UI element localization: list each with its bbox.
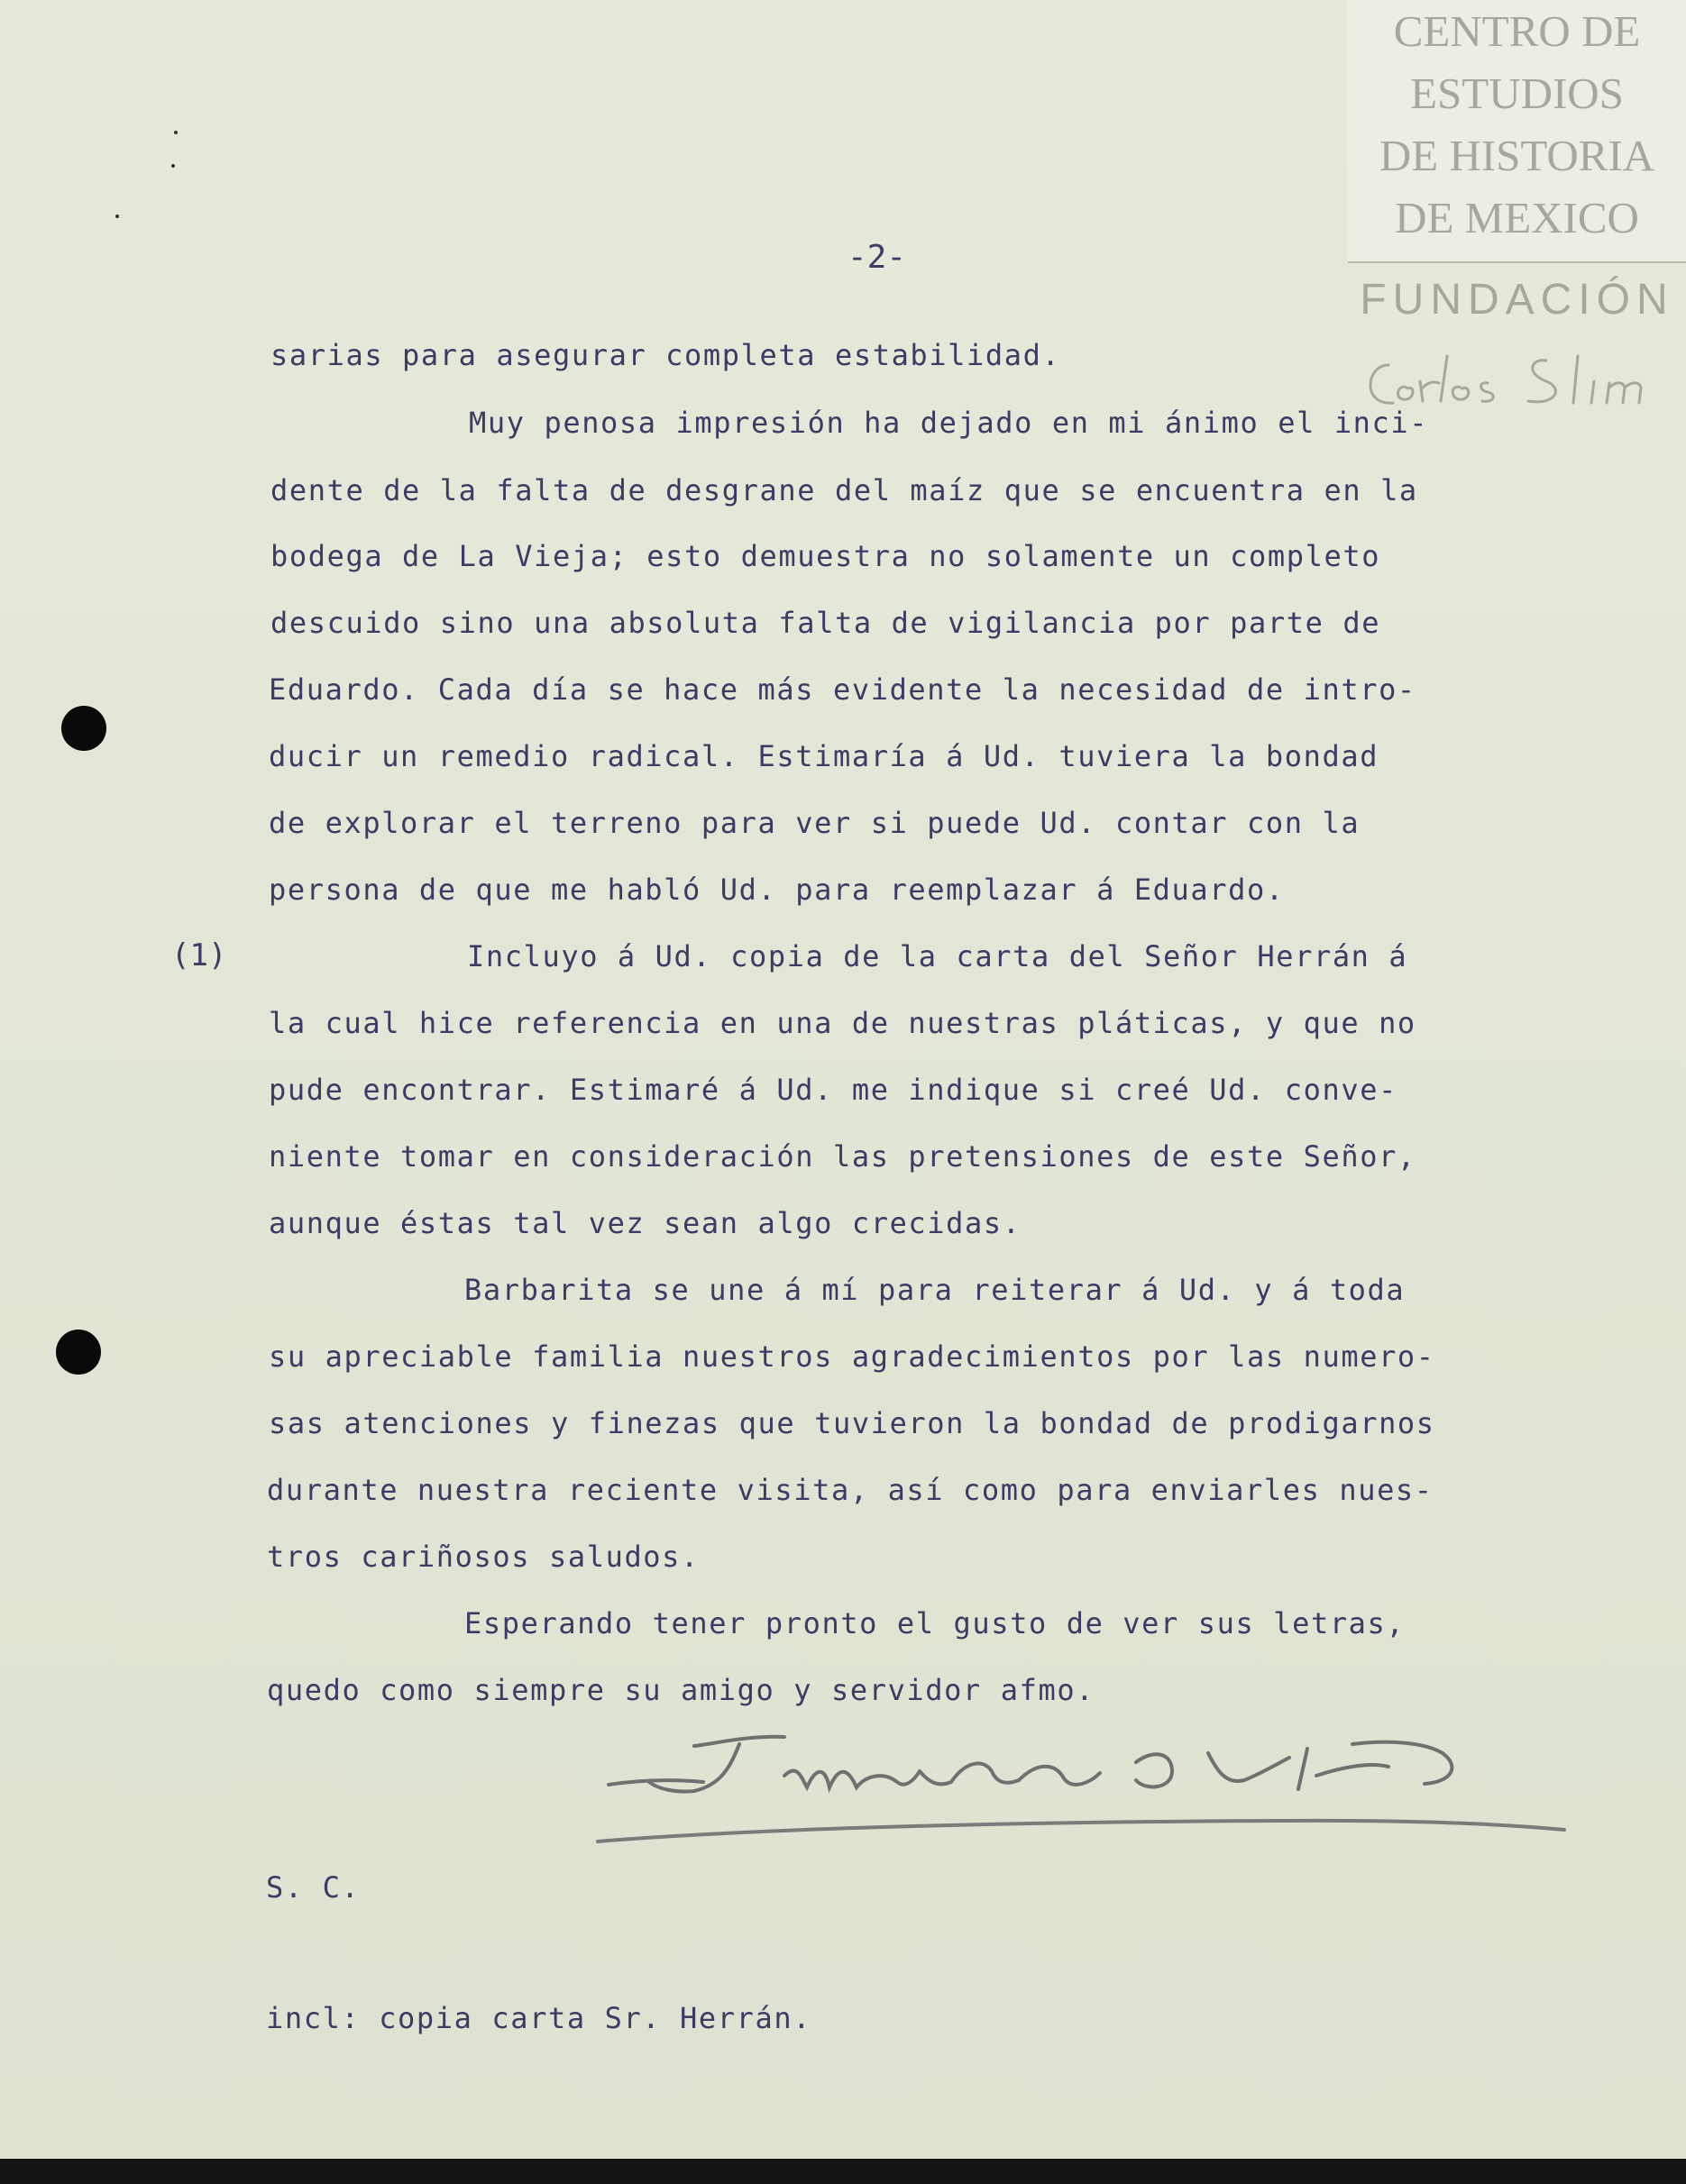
fundacion-label: FUNDACIÓN: [1360, 276, 1674, 324]
letter-line: bodega de La Vieja; esto demuestra no solamente un completo: [270, 539, 1381, 573]
watermark-line-1: CENTRO DE: [1393, 6, 1641, 56]
letter-line: persona de que me habló Ud. para reemplazar á Eduardo.: [269, 873, 1285, 907]
letter-line: ducir un remedio radical. Estimaría á Ud. tuviera la bondad: [269, 739, 1379, 773]
paper-speck: [174, 131, 178, 134]
letter-line: su apreciable familia nuestros agradecimientos por las numero-: [269, 1339, 1435, 1374]
letter-line: la cual hice referencia en una de nuestras pláticas, y que no: [269, 1006, 1416, 1040]
letter-line: Eduardo. Cada día se hace más evidente la necesidad de intro-: [269, 672, 1416, 707]
punch-hole: [56, 1330, 101, 1375]
letter-line: pude encontrar. Estimaré á Ud. me indique si creé Ud. conve-: [269, 1073, 1397, 1107]
letter-line: quedo como siempre su amigo y servidor afmo.: [267, 1673, 1095, 1707]
watermark-line-4: DE MEXICO: [1395, 193, 1639, 242]
letter-line: Muy penosa impresión ha dejado en mi ánimo el inci-: [469, 406, 1429, 440]
letter-line: aunque éstas tal vez sean algo crecidas.: [269, 1206, 1022, 1240]
letter-line: descuido sino una absoluta falta de vigilancia por parte de: [270, 606, 1381, 640]
scan-bottom-edge: [0, 2159, 1686, 2184]
paper-speck: [171, 164, 175, 168]
letter-line: tros cariñosos saludos.: [267, 1540, 700, 1574]
letter-line: sarias para asegurar completa estabilidad.: [270, 338, 1061, 372]
punch-hole: [61, 706, 106, 751]
letter-line: Esperando tener pronto el gusto de ver sus letras,: [464, 1606, 1406, 1640]
letter-line: Barbarita se une á mí para reiterar á Ud. y á toda: [464, 1273, 1406, 1307]
watermark-divider: [1348, 261, 1686, 263]
letter-line: Incluyo á Ud. copia de la carta del Señor Herrán á: [467, 939, 1408, 973]
watermark-line-2: ESTUDIOS: [1410, 69, 1624, 118]
margin-note: (1): [171, 937, 227, 973]
letter-line: sas atenciones y finezas que tuvieron la bondad de prodigarnos: [269, 1406, 1435, 1440]
letter-line: niente tomar en consideración las pretensiones de este Señor,: [269, 1139, 1416, 1174]
watermark-line-3: DE HISTORIA: [1379, 131, 1655, 180]
archive-watermark: [1348, 0, 1686, 261]
page-number: -2-: [848, 239, 907, 276]
letter-line: durante nuestra reciente visita, así como para enviarles nues-: [267, 1473, 1434, 1507]
enclosure-note: incl: copia carta Sr. Herrán.: [266, 2001, 812, 2035]
letter-line: dente de la falta de desgrane del maíz que se encuentra en la: [270, 473, 1418, 507]
paper-speck: [115, 215, 119, 218]
handwritten-signature: [595, 1726, 1569, 1852]
initials: S. C.: [266, 1870, 361, 1905]
letter-line: de explorar el terreno para ver si puede Ud. contar con la: [269, 806, 1361, 840]
